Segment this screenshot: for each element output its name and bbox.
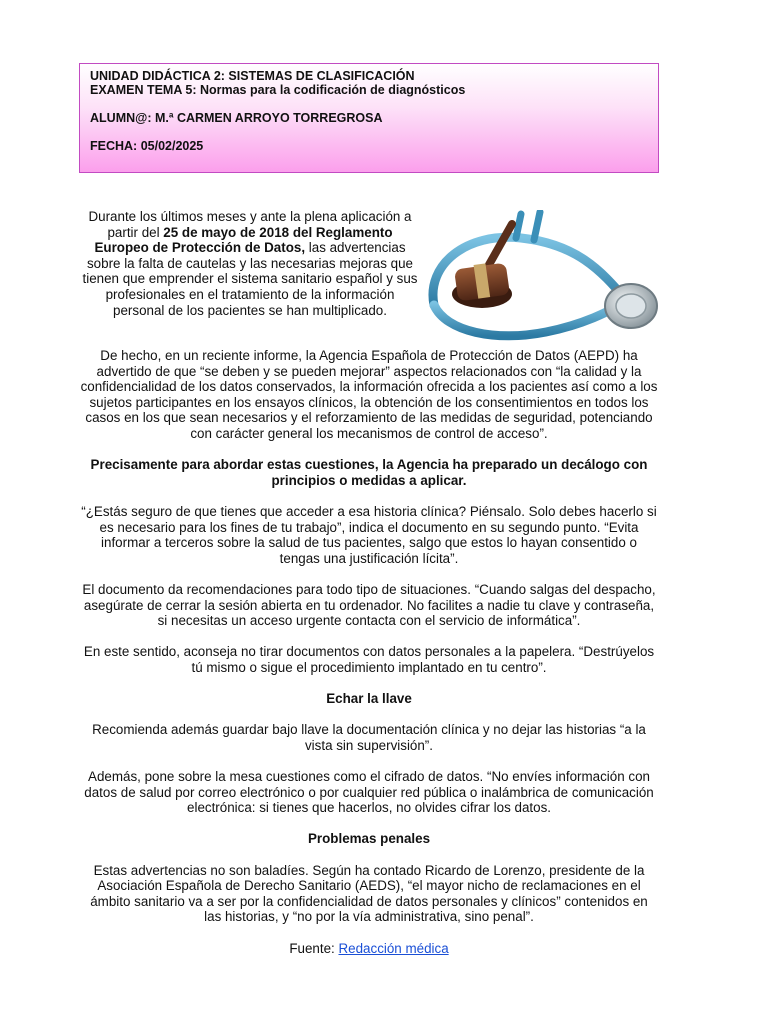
unit-title: UNIDAD DIDÁCTICA 2: SISTEMAS DE CLASIFICACIÓN xyxy=(90,69,415,83)
paragraph-penal: Estas advertencias no son baladíes. Según ha contado Ricardo de Lorenzo, presidente de la Asociación Española de Derecho Sanitario (AEDS), “el mayor nicho de reclamaciones en el ámbito sanitario va a ser por la confidencialidad de datos personales y clínicos” contenidos en las historias, y “no por la vía administrativa, sino penal”. xyxy=(90,862,648,925)
paragraph-lock: Recomienda además guardar bajo llave la documentación clínica y no dejar las historias “a la vista sin supervisión”. xyxy=(92,722,646,753)
paragraph-decalogue: Precisamente para abordar estas cuestiones, la Agencia ha preparado un decálogo con principios o medidas a aplicar. xyxy=(90,457,648,488)
paragraph-recommendations: El documento da recomendaciones para todo tipo de situaciones. “Cuando salgas del despacho, asegúrate de cerrar la sesión abierta en tu ordenador. No facilites a nadie tu clave y contraseña, si necesitas un acceso urgente contacta con el servicio de informática”. xyxy=(82,581,656,629)
paragraph-documents: En este sentido, aconseja no tirar documentos con datos personales a la papelera. “Destrúyelos tú mismo o sigue el procedimiento implantado en tu centro”. xyxy=(83,644,655,675)
intro-text-start: Durante los últimos meses y ante la plena aplicación a partir del xyxy=(88,209,412,240)
student-name: ALUMN@: M.ª CARMEN ARROYO TORREGROSA xyxy=(90,111,383,125)
heading-problemas-penales: Problemas penales xyxy=(307,831,431,847)
paragraph-aepd-report: De hecho, en un reciente informe, la Agencia Española de Protección de Datos (AEPD) ha advertido de que “se deben y se pueden mejorar” aspectos relacionados con “la calidad y la confidencialidad de los datos conservados, la información ofrecida a los pacientes así como a los sujetos participantes en los ensayos clínicos, la obtención de los consentimientos en todos los casos en los que sean necesarios y el reforzamiento de las medidas de seguridad, potenciando con carácter general los mecanismos de control de acceso”. xyxy=(80,348,658,441)
article-body xyxy=(80,348,658,972)
intro-text-end: las advertencias sobre la falta de cautelas y las necesarias mejoras que tienen que emprender el sistema sanitario español y sus profesionales en el tratamiento de la información personal de los pacientes se han multiplicado. xyxy=(82,240,418,318)
intro-text-bold: 25 de mayo de 2018 del Reglamento Europeo de Protección de Datos, xyxy=(94,224,393,256)
exam-date: FECHA: 05/02/2025 xyxy=(90,139,204,153)
exam-title: EXAMEN TEMA 5: Normas para la codificación de diagnósticos xyxy=(90,83,466,97)
gavel-stethoscope-image xyxy=(426,210,660,344)
heading-echar-llave: Echar la llave xyxy=(326,691,412,707)
paragraph-clinical-history: “¿Estás seguro de que tienes que acceder a esa historia clínica? Piénsalo. Solo debes hacerlo si es necesario para los fines de tu trabajo”, indica el documento en su segundo punto. “Evita informar a terceros sobre la salud de tus pacientes, salgo que estos lo hayan consentido o tengas una justificación lícita”. xyxy=(81,503,657,566)
intro-paragraph xyxy=(80,209,420,318)
source-line xyxy=(80,941,658,957)
gavel-stethoscope-icon xyxy=(426,210,660,344)
source-label: Fuente: xyxy=(289,940,339,956)
paragraph-encryption: Además, pone sobre la mesa cuestiones como el cifrado de datos. “No envíes información con datos de salud por correo electrónico o por cualquier red pública o inalámbrica de comunicación electrónica: si tienes que hacerlos, no olvides cifrar los datos. xyxy=(84,769,654,816)
exam-header-box xyxy=(79,63,659,173)
source-link[interactable]: Redacción médica xyxy=(338,940,449,956)
